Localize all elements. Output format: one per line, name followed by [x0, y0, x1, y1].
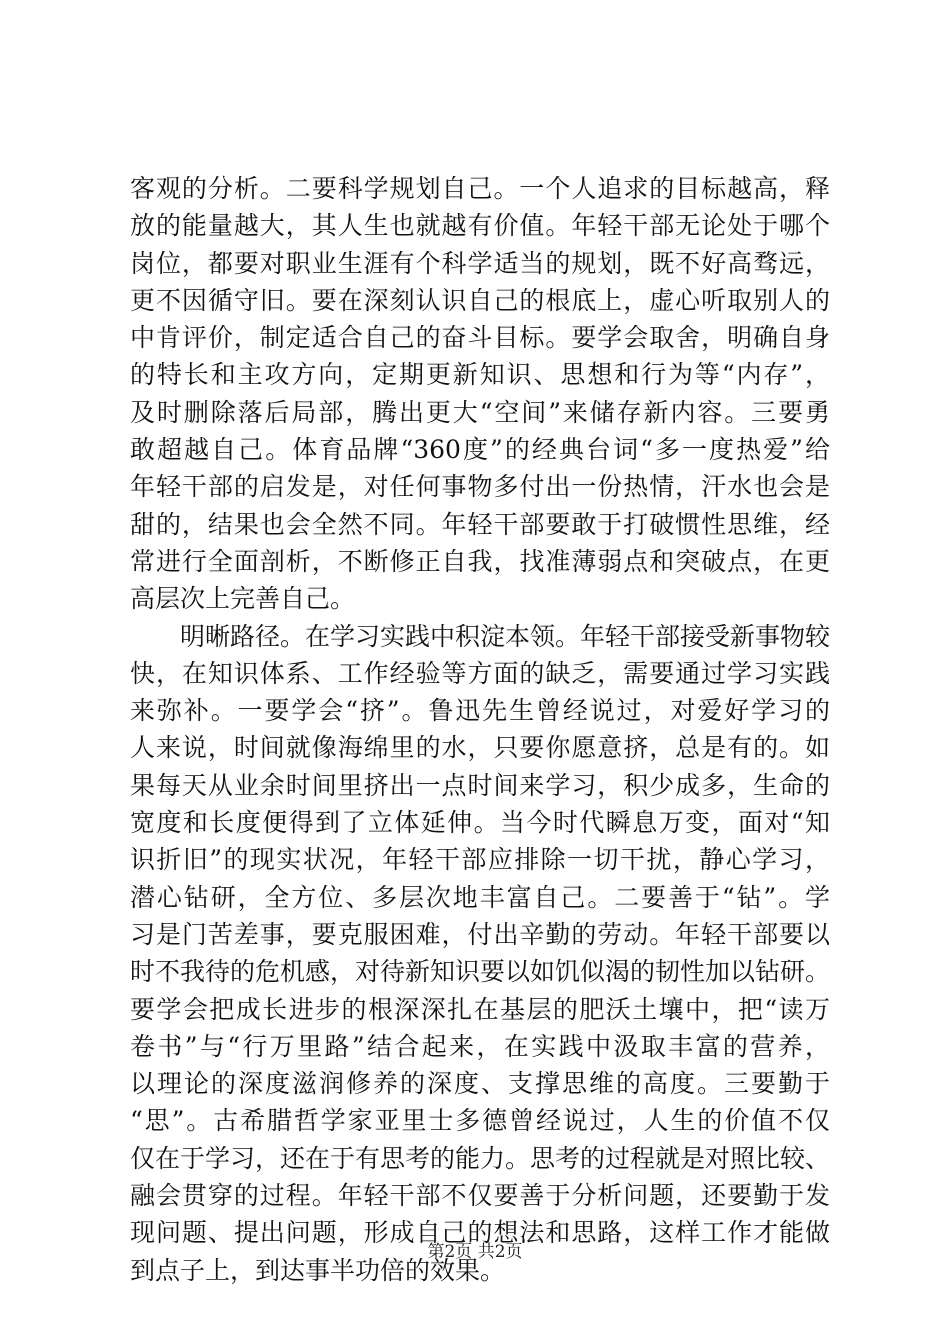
text-line: 中肯评价，制定适合自己的奋斗目标。要学会取舍，明确自身	[130, 323, 830, 353]
text-line: 及时删除落后局部，腾出更大“空间”来储存新内容。三要勇	[130, 397, 830, 427]
text-line: 要学会把成长进步的根深深扎在基层的肥沃土壤中，把“读万	[130, 994, 830, 1024]
text-line: 常进行全面剖析，不断修正自我，找准薄弱点和突破点，在更	[130, 546, 830, 576]
text-line: 的特长和主攻方向，定期更新知识、思想和行为等“内存”，	[130, 360, 830, 390]
text-line: 以理论的深度滋润修养的深度、支撑思维的高度。三要勤于	[130, 1069, 830, 1099]
text-line: 岗位，都要对职业生涯有个科学适当的规划，既不好高骛远，	[130, 248, 830, 278]
text-line: “思”。古希腊哲学家亚里士多德曾经说过，人生的价值不仅	[130, 1106, 830, 1136]
text-line: 快，在知识体系、工作经验等方面的缺乏，需要通过学习实践	[130, 658, 830, 688]
text-line: 更不因循守旧。要在深刻认识自己的根底上，虚心听取别人的	[130, 285, 830, 315]
text-line: 融会贯穿的过程。年轻干部不仅要善于分析问题，还要勤于发	[130, 1181, 830, 1211]
text-line: 敢超越自己。体育品牌“360度”的经典台词“多一度热爱”给	[130, 435, 830, 465]
text-line: 仅在于学习，还在于有思考的能力。思考的过程就是对照比较、	[130, 1143, 831, 1173]
page-footer	[0, 1240, 950, 1264]
text-line: 人来说，时间就像海绵里的水，只要你愿意挤，总是有的。如	[130, 733, 830, 763]
text-line: 来弥补。一要学会“挤”。鲁迅先生曾经说过，对爱好学习的	[130, 696, 830, 726]
text-line: 甜的，结果也会全然不同。年轻干部要敢于打破惯性思维，经	[130, 509, 830, 539]
text-line: 识折旧”的现实状况，年轻干部应排除一切干扰，静心学习，	[130, 845, 830, 875]
text-line: 果每天从业余时间里挤出一点时间来学习，积少成多，生命的	[130, 770, 830, 800]
text-line: 现问题、提出问题，形成自己的想法和思路，这样工作才能做	[130, 1218, 830, 1248]
text-line: 客观的分析。二要科学规划自己。一个人追求的目标越高，释	[130, 174, 830, 203]
page-number: 第2页 共2页	[427, 1242, 523, 1262]
text-line: 放的能量越大，其人生也就越有价值。年轻干部无论处于哪个	[130, 211, 830, 241]
text-line: 卷书”与“行万里路”结合起来，在实践中汲取丰富的营养，	[130, 1031, 830, 1061]
text-line: 习是门苦差事，要克服困难，付出辛勤的劳动。年轻干部要以	[130, 919, 830, 949]
text-line: 时不我待的危机感，对待新知识要以如饥似渴的韧性加以钻研。	[130, 957, 831, 987]
document-body	[130, 170, 830, 1289]
text-line: 潜心钻研，全方位、多层次地丰富自己。二要善于“钻”。学	[130, 882, 830, 912]
text-line: 宽度和长度便得到了立体延伸。当今时代瞬息万变，面对“知	[130, 808, 830, 838]
text-line: 年轻干部的启发是，对任何事物多付出一份热情，汗水也会是	[130, 472, 830, 502]
text-line: 高层次上完善自己。	[130, 584, 356, 614]
paragraph-start-line: 明晰路径。在学习实践中积淀本领。年轻干部接受新事物较	[180, 621, 831, 651]
text-line: 到点子上，到达事半功倍的效果。	[130, 1255, 506, 1285]
